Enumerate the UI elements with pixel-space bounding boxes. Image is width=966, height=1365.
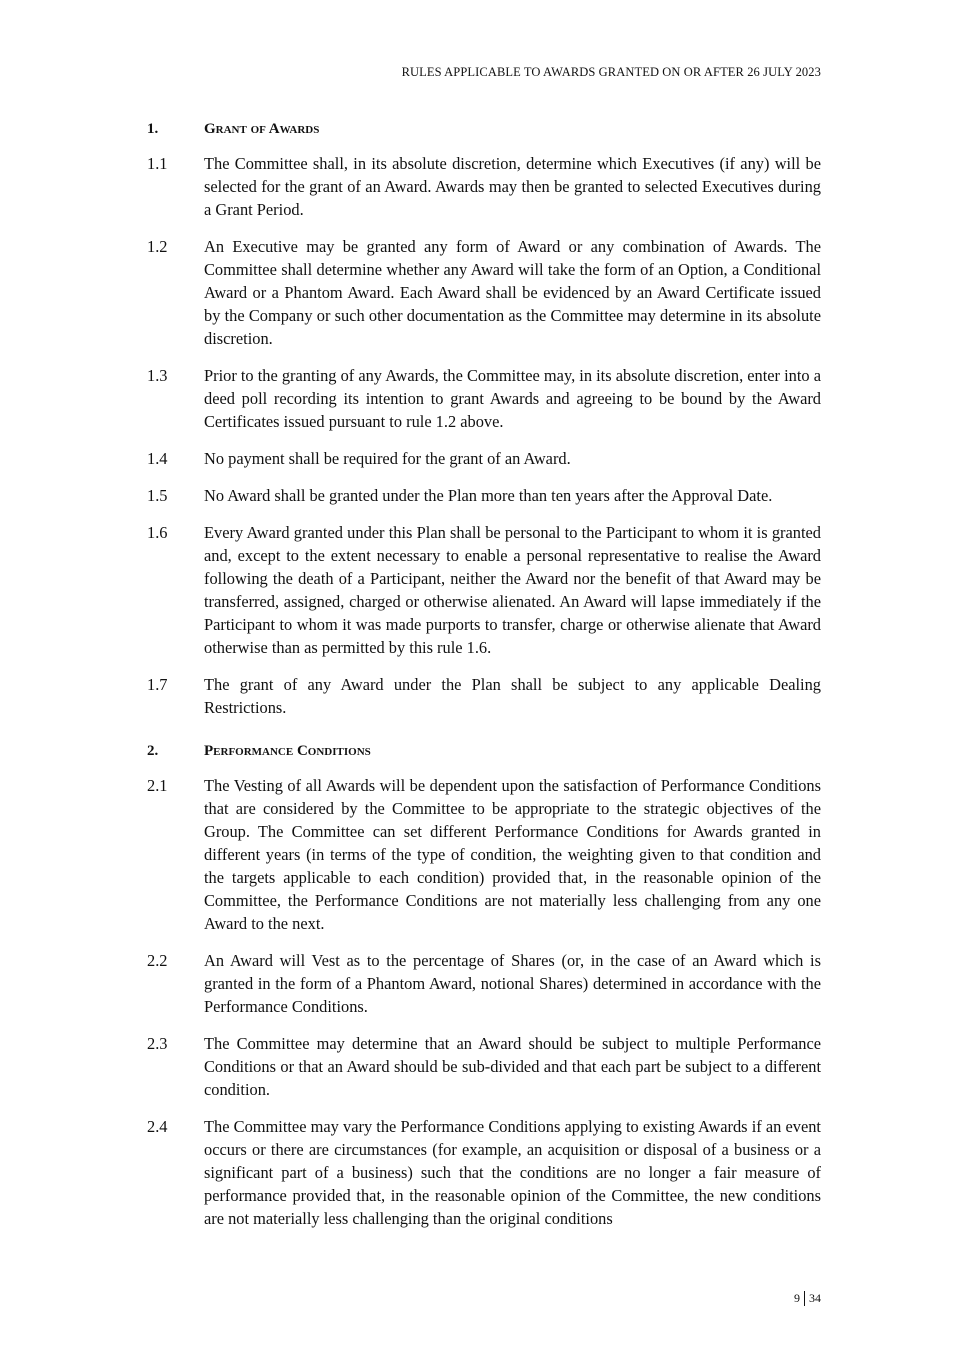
clause-text: Every Award granted under this Plan shall be personal to the Participant to whom it is granted and, except to the extent necessary to enable a personal representative to realise the Award following the death of a Participant, neither the Award nor the benefit of that Award may be transferred, assigned, charged or otherwise alienated. An Award will lapse immediately if the Participant to whom it was made purports to transfer, charge or otherwise alienate that Award otherwise than as permitted by this rule 1.6.: [204, 523, 821, 657]
section-grant-of-awards: [147, 121, 821, 733]
running-header: RULES APPLICABLE TO AWARDS GRANTED ON OR AFTER 26 JULY 2023: [401, 65, 821, 79]
clause-text: No payment shall be required for the grant of an Award.: [204, 449, 571, 468]
clause-number: 2.3: [147, 1034, 168, 1053]
clause-text: The Vesting of all Awards will be dependent upon the satisfaction of Performance Conditions that are considered by the Committee to be appropriate to the strategic objectives of the Group. The Committee can set different Performance Conditions for Awards granted in different years (in terms of the type of condition, the weighting given to that condition and the targets applicable to each condition) provided that, in the reasonable opinion of the Committee, the Performance Conditions are not materially less challenging from any one Award to the next.: [204, 776, 821, 933]
clause-number: 1.5: [147, 486, 168, 505]
clause-number: 1.1: [147, 154, 168, 173]
clause-1-5: [147, 484, 821, 507]
section-number: 1.: [147, 121, 159, 137]
clause-number: 2.2: [147, 951, 168, 970]
clause-1-3: [147, 364, 821, 433]
clause-2-4: [147, 1115, 821, 1230]
section-heading: [147, 743, 821, 760]
clause-number: 1.4: [147, 449, 168, 468]
page-separator: [804, 1291, 805, 1306]
clause-text: An Executive may be granted any form of Award or any combination of Awards. The Committee shall determine whether any Award will take the form of an Option, a Conditional Award or a Phantom Award. Each Award shall be evidenced by an Award Certificate issued by the Company or such other documentation as the Committee may determine in its absolute discretion.: [204, 237, 821, 348]
clause-number: 2.4: [147, 1117, 168, 1136]
clause-1-6: [147, 521, 821, 659]
section-title: Performance Conditions: [204, 743, 371, 759]
section-number: 2.: [147, 743, 159, 759]
clause-2-2: [147, 949, 821, 1018]
clause-text: An Award will Vest as to the percentage of Shares (or, in the case of an Award which is granted in the form of a Phantom Award, notional Shares) determined in accordance with the Performance Conditions.: [204, 951, 821, 1016]
clause-text: The Committee may determine that an Award should be subject to multiple Performance Conditions or that an Award should be sub-divided and that each part be subject to a different condition.: [204, 1034, 821, 1099]
section-heading: [147, 121, 821, 138]
current-page: 9: [794, 1291, 800, 1305]
clause-1-7: [147, 673, 821, 719]
clause-number: 1.2: [147, 237, 168, 256]
clause-text: The Committee may vary the Performance Conditions applying to existing Awards if an event occurs or there are circumstances (for example, an acquisition or disposal of a business or a significant part of a business) such that the conditions are no longer a fair measure of performance provided that, in the reasonable opinion of the Committee, the new conditions are not materially less challenging than the original conditions: [204, 1117, 821, 1228]
clause-2-3: [147, 1032, 821, 1101]
clause-1-1: [147, 152, 821, 221]
section-performance-conditions: [147, 743, 821, 1244]
clause-text: The grant of any Award under the Plan shall be subject to any applicable Dealing Restrictions.: [204, 675, 821, 717]
total-pages: 34: [809, 1291, 821, 1305]
clause-number: 1.3: [147, 366, 168, 385]
clause-text: No Award shall be granted under the Plan more than ten years after the Approval Date.: [204, 486, 773, 505]
clause-1-4: [147, 447, 821, 470]
clause-number: 1.6: [147, 523, 168, 542]
section-title: Grant of Awards: [204, 121, 320, 137]
clause-1-2: [147, 235, 821, 350]
page-number: [794, 1291, 821, 1306]
clause-text: The Committee shall, in its absolute discretion, determine which Executives (if any) will be selected for the grant of an Award. Awards may then be granted to selected Executives during a Grant Period.: [204, 154, 821, 219]
clause-number: 2.1: [147, 776, 168, 795]
clause-text: Prior to the granting of any Awards, the Committee may, in its absolute discretion, enter into a deed poll recording its intention to grant Awards and agreeing to be bound by the Award Certificates issued pursuant to rule 1.2 above.: [204, 366, 821, 431]
clause-number: 1.7: [147, 675, 168, 694]
clause-2-1: [147, 774, 821, 935]
